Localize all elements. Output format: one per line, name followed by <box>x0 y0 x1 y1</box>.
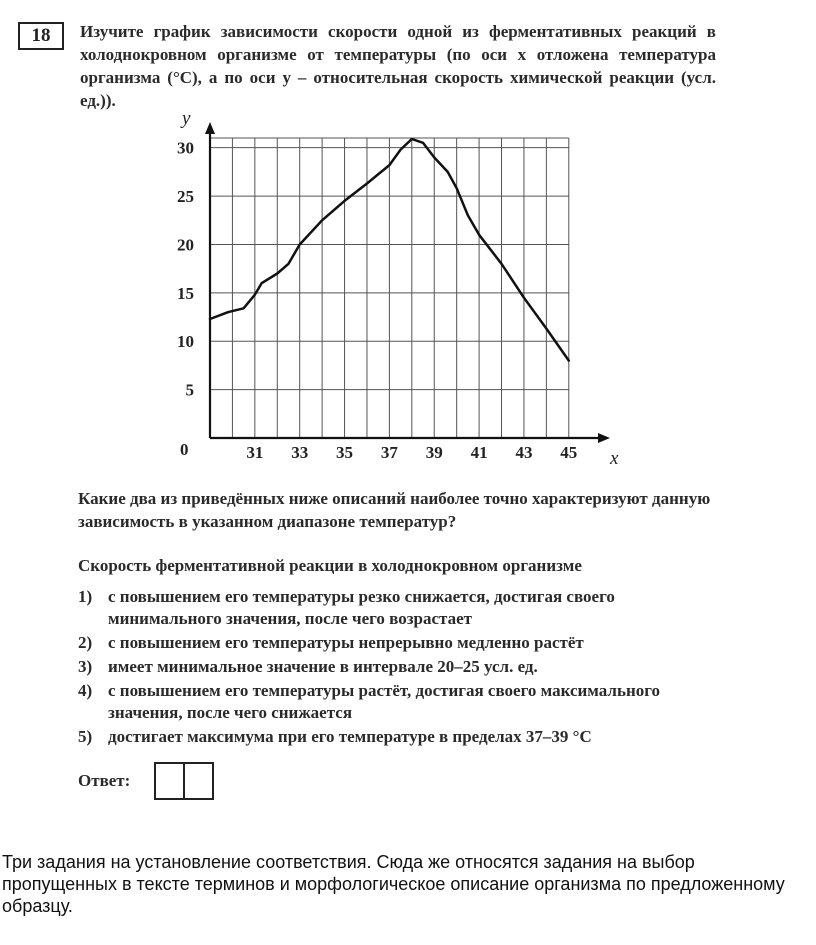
option-text: с повышением его температуры непрерывно медленно растёт <box>108 633 584 652</box>
option-5 <box>78 726 718 748</box>
y-axis-arrow <box>205 122 215 134</box>
y-tick-label: 15 <box>177 283 194 303</box>
answer-label: Ответ: <box>78 771 131 790</box>
options-stem: Скорость ферментативной реакции в холоднокровном организме <box>78 556 582 575</box>
y-tick-label: 25 <box>177 187 194 207</box>
option-number: 3) <box>78 657 93 676</box>
option-4 <box>78 680 718 724</box>
y-tick-label: 10 <box>177 332 194 352</box>
option-text: достигает максимума при его температуре в пределах 37–39 °С <box>108 727 592 746</box>
task-text: Изучите график зависимости скорости одной из ферментативных реакций в холоднокровном организме от температуры (по оси x отложена температура организма (°C), а по оси y – относительная скорость химической реакции (усл. ед.)). <box>80 22 716 110</box>
y-axis-label: y <box>182 108 191 129</box>
y-tick-label: 30 <box>177 138 194 158</box>
x-axis-label: x <box>610 448 619 469</box>
x-tick-label: 37 <box>380 443 398 462</box>
answer-cell-2[interactable] <box>183 762 214 800</box>
y-tick-label: 5 <box>185 380 194 400</box>
option-number: 5) <box>78 727 93 746</box>
option-3 <box>78 656 718 678</box>
x-tick-label: 45 <box>560 443 578 462</box>
x-tick-label: 35 <box>336 443 354 462</box>
x-tick-label: 33 <box>291 443 309 462</box>
option-text: с повышением его температуры резко снижается, достигая своего минимального значения, после чего возрастает <box>108 587 615 628</box>
option-text: с повышением его температуры растёт, достигая своего максимального значения, после чего снижается <box>108 681 661 722</box>
x-tick-label: 39 <box>425 443 443 462</box>
option-2 <box>78 632 718 654</box>
option-number: 4) <box>78 681 93 700</box>
x-axis-arrow <box>598 433 610 443</box>
x-tick-label: 43 <box>515 443 533 462</box>
answer-boxes <box>154 762 212 800</box>
origin-label: 0 <box>180 440 189 459</box>
option-1 <box>78 586 718 630</box>
task-number: 18 <box>18 22 64 50</box>
option-text: имеет минимальное значение в интервале 20–25 усл. ед. <box>108 657 538 676</box>
answer-cell-1[interactable] <box>154 762 185 800</box>
caption-text: Три задания на установление соответствия. Сюда же относятся задания на выбор пропущенных в тексте терминов и морфологическое описание организма по предложенному образцу. <box>2 852 785 916</box>
option-number: 2) <box>78 633 93 652</box>
x-tick-label: 31 <box>246 443 264 462</box>
option-number: 1) <box>78 587 93 606</box>
y-tick-label: 20 <box>177 235 194 255</box>
options-list <box>78 586 718 750</box>
question-text: Какие два из приведённых ниже описаний наиболее точно характеризуют данную зависимость в указанном диапазоне температур? <box>78 489 711 531</box>
speed-temperature-chart <box>150 108 630 473</box>
x-tick-label: 41 <box>470 443 488 462</box>
